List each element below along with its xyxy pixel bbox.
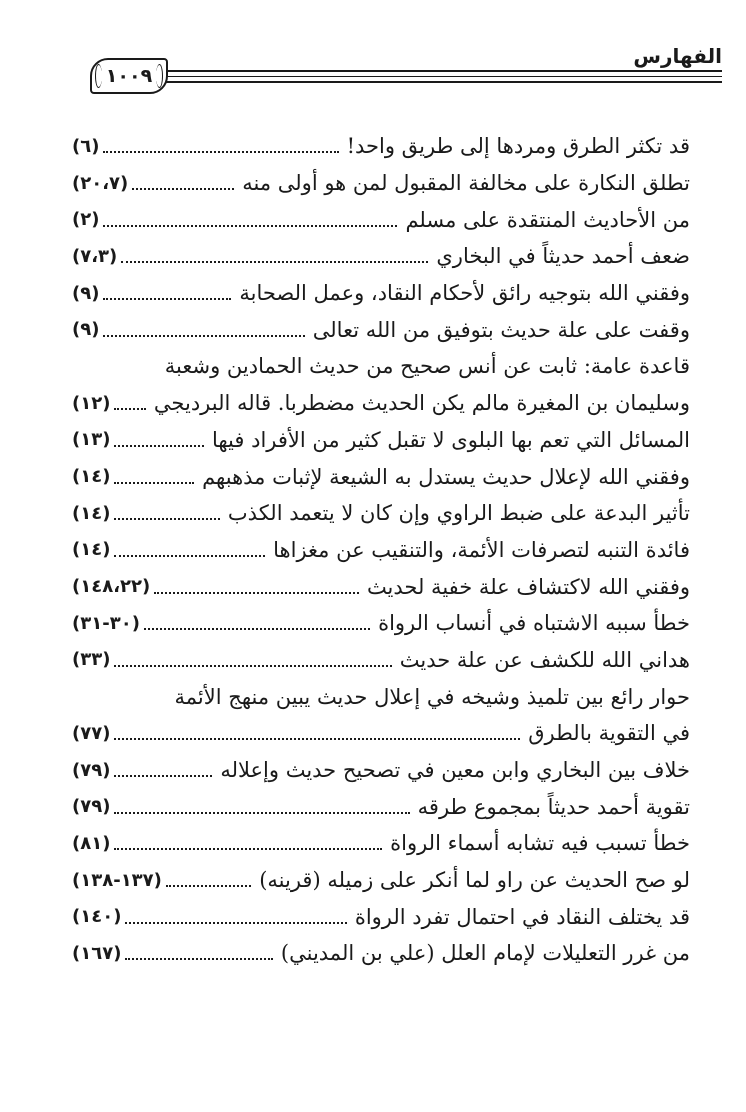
dot-leader: [114, 518, 219, 520]
index-entry: [72, 532, 690, 569]
entry-reference: (٧،٣): [72, 245, 118, 267]
dot-leader: [114, 848, 382, 850]
entry-reference: (١٦٧): [72, 942, 122, 964]
index-entry: [72, 568, 690, 605]
entry-reference: (١٤٨،٢٢): [72, 576, 151, 598]
entry-text: خطأ سببه الاشتباه في أنساب الرواة: [378, 611, 690, 636]
index-entry: [72, 165, 690, 202]
index-entries: [72, 128, 690, 972]
dot-leader: [166, 885, 251, 887]
index-entry: [72, 788, 690, 825]
entry-reference: (١٤): [72, 539, 111, 561]
entry-reference: (٦): [72, 135, 100, 157]
entry-text: لو صح الحديث عن راو لما أنكر على زميله (قرينه): [259, 868, 690, 893]
index-entry: [72, 422, 690, 459]
dot-leader: [114, 482, 194, 484]
dot-leader: [103, 335, 304, 337]
index-entry: [72, 825, 690, 862]
entry-text: المسائل التي تعم بها البلوى لا تقبل كثير من الأفراد فيها: [211, 427, 690, 452]
entry-reference: (١٤): [72, 502, 111, 524]
header-rule: [160, 81, 722, 83]
dot-leader: [114, 445, 204, 447]
index-entry: [72, 385, 690, 422]
index-entry: [72, 458, 690, 495]
index-entry: [72, 678, 690, 715]
entry-reference: (١٣٧-١٣٨): [72, 869, 162, 891]
entry-text: ضعف أحمد حديثاً في البخاري: [436, 244, 690, 269]
entry-reference: (١٣): [72, 429, 111, 451]
index-entry: [72, 935, 690, 972]
dot-leader: [121, 261, 428, 263]
dot-leader: [103, 151, 338, 153]
index-entry: [72, 495, 690, 532]
dot-leader: [154, 592, 359, 594]
entry-reference: (٩): [72, 282, 100, 304]
index-entry: [72, 605, 690, 642]
dot-leader: [103, 225, 397, 227]
entry-reference: (٧٩): [72, 759, 111, 781]
entry-reference: (٣٣): [72, 649, 111, 671]
entry-text: تطلق النكارة على مخالفة المقبول لمن هو أولى منه: [242, 171, 690, 196]
header-rule: [160, 70, 722, 72]
entry-text: في التقوية بالطرق: [528, 721, 690, 746]
dot-leader: [114, 555, 265, 557]
index-entry: [72, 348, 690, 385]
entry-reference: (٩): [72, 319, 100, 341]
entry-text: تأثير البدعة على ضبط الراوي وإن كان لا يتعمد الكذب: [227, 501, 690, 526]
entry-text: قاعدة عامة: ثابت عن أنس صحيح من حديث الحمادين وشعبة: [164, 354, 690, 379]
index-entry: [72, 275, 690, 312]
entry-text: وفقني الله بتوجيه رائق لأحكام النقاد، وعمل الصحابة: [239, 281, 690, 306]
entry-reference: (٢٠،٧): [72, 172, 129, 194]
dot-leader: [114, 665, 391, 667]
index-entry: [72, 311, 690, 348]
entry-reference: (٧٧): [72, 722, 111, 744]
entry-reference: (٢): [72, 209, 100, 231]
entry-text: من غرر التعليلات لإمام العلل (علي بن المديني): [280, 941, 690, 966]
entry-text: وسليمان بن المغيرة مالم يكن الحديث مضطربا. قاله البرديجي: [153, 391, 690, 416]
index-entry: [72, 642, 690, 679]
index-entry: [72, 862, 690, 899]
entry-reference: (١٤٠): [72, 906, 122, 928]
page-number: ١٠٠٩: [90, 58, 168, 94]
index-entry: [72, 128, 690, 165]
entry-text: خلاف بين البخاري وابن معين في تصحيح حديث وإعلاله: [220, 758, 690, 783]
entry-text: خطأ تسبب فيه تشابه أسماء الرواة: [390, 831, 690, 856]
index-entry: [72, 238, 690, 275]
page-header: [70, 40, 722, 98]
entry-reference: (٣٠-٣١): [72, 612, 140, 634]
entry-text: من الأحاديث المنتقدة على مسلم: [405, 207, 690, 232]
entry-reference: (٨١): [72, 832, 111, 854]
entry-text: فائدة التنبه لتصرفات الأئمة، والتنقيب عن مغزاها: [273, 537, 690, 562]
entry-text: حوار رائع بين تلميذ وشيخه في إعلال حديث يبين منهج الأئمة: [174, 684, 690, 709]
dot-leader: [103, 298, 231, 300]
entry-reference: (١٤): [72, 466, 111, 488]
dot-leader: [114, 738, 520, 740]
dot-leader: [114, 775, 212, 777]
dot-leader: [114, 408, 145, 410]
entry-text: قد يختلف النقاد في احتمال تفرد الرواة: [354, 904, 690, 929]
entry-text: تقوية أحمد حديثاً بمجموع طرقه: [417, 794, 690, 819]
index-entry: [72, 752, 690, 789]
index-entry: [72, 898, 690, 935]
dot-leader: [125, 922, 346, 924]
running-title: الفهارس: [627, 44, 722, 68]
index-entry: [72, 201, 690, 238]
entry-reference: (٧٩): [72, 796, 111, 818]
entry-reference: (١٢): [72, 392, 111, 414]
entry-text: هداني الله للكشف عن علة حديث: [399, 647, 690, 672]
entry-text: وفقني الله لاكتشاف علة خفية لحديث: [366, 574, 690, 599]
entry-text: وفقني الله لإعلال حديث يستدل به الشيعة لإثبات مذهبهم: [202, 464, 690, 489]
dot-leader: [144, 628, 370, 630]
index-entry: [72, 715, 690, 752]
dot-leader: [114, 812, 409, 814]
dot-leader: [125, 958, 272, 960]
entry-text: وقفت على علة حديث بتوفيق من الله تعالى: [312, 317, 690, 342]
dot-leader: [132, 188, 234, 190]
entry-text: قد تكثر الطرق ومردها إلى طريق واحد!: [346, 134, 690, 159]
header-rule: [160, 76, 722, 77]
